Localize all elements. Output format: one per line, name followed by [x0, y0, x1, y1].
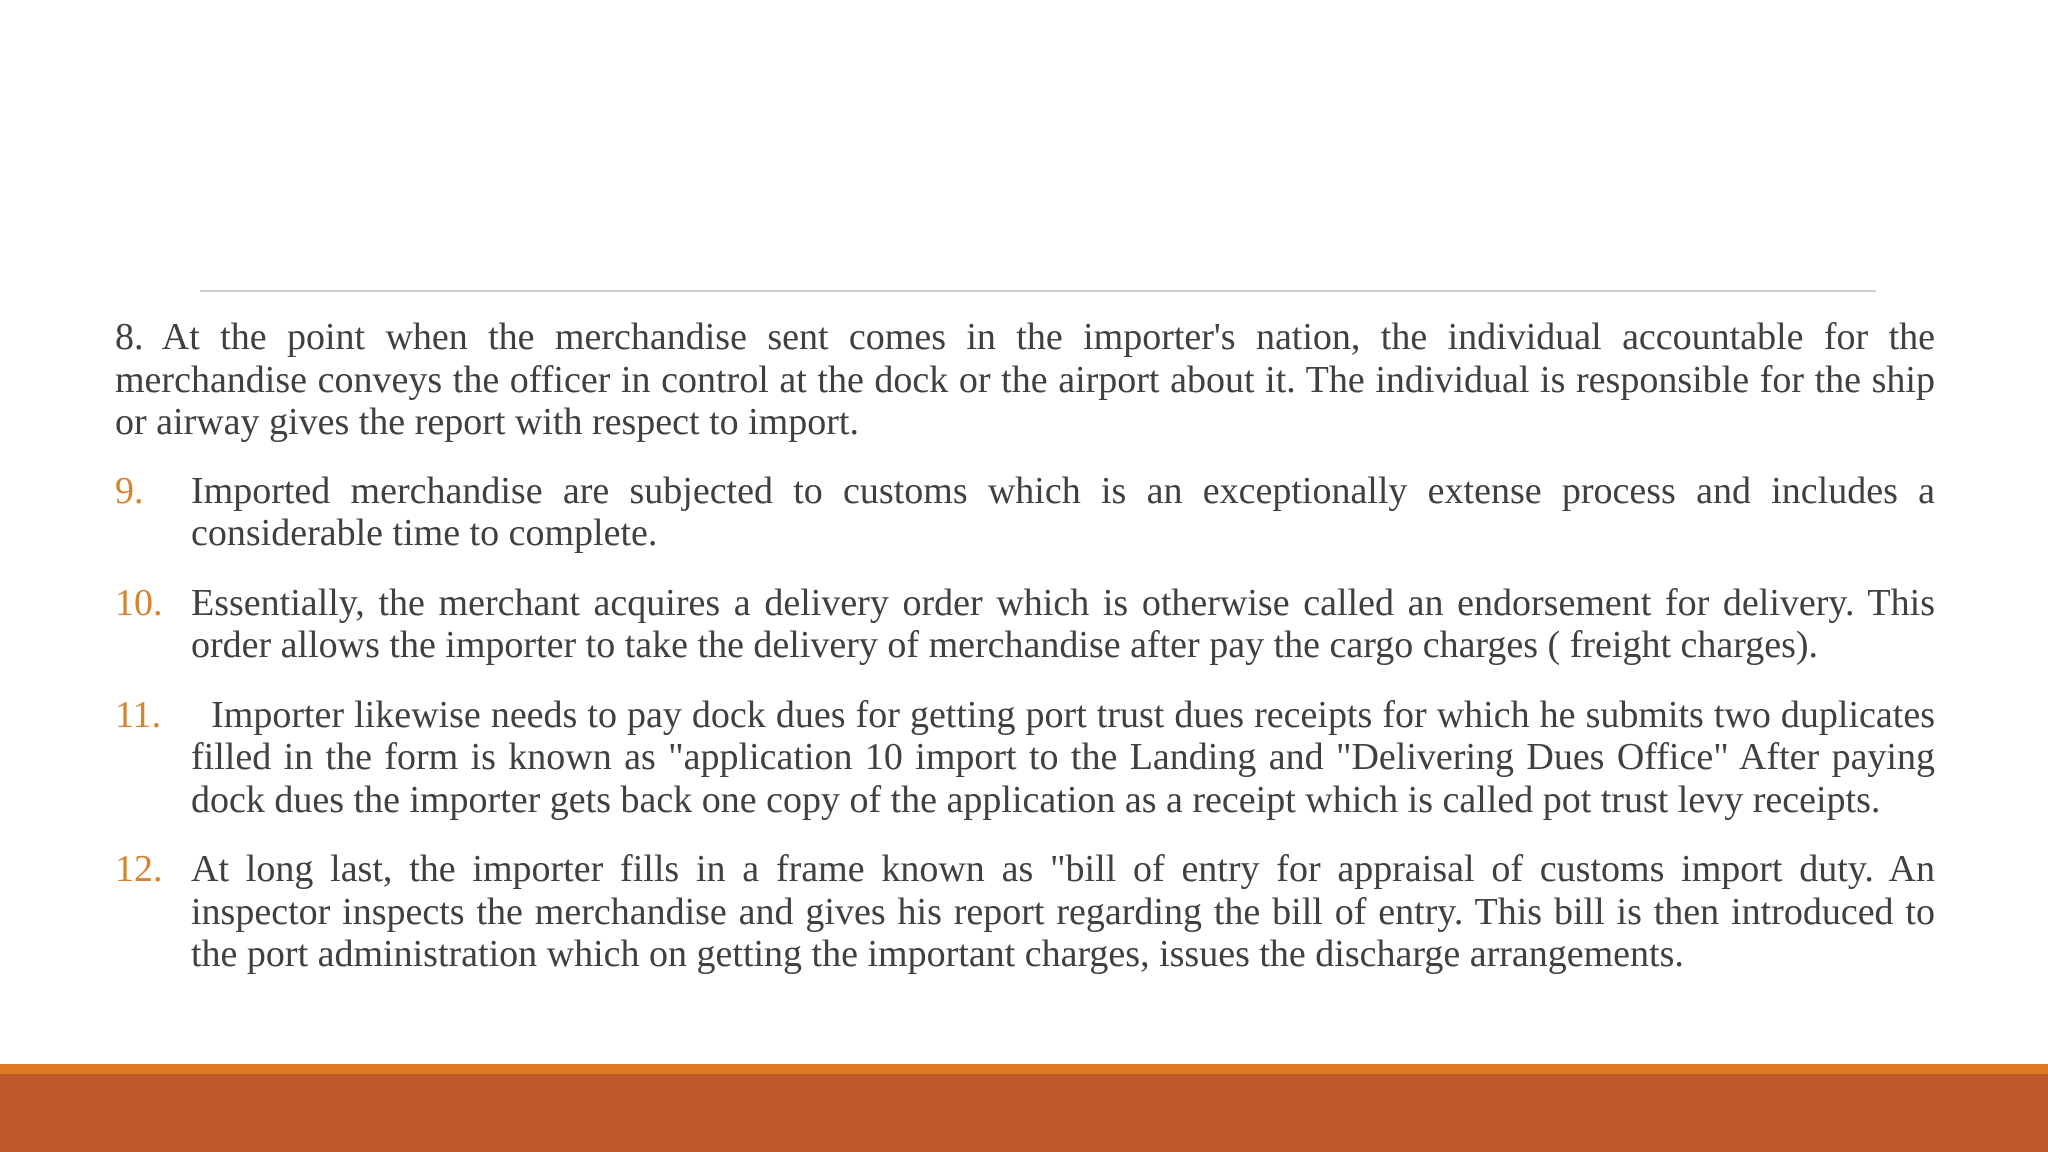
list-item-11 — [115, 694, 1935, 822]
footer-accent-stripe — [0, 1064, 2048, 1074]
list-number-12: 12. — [115, 848, 163, 890]
list-number-11: 11. — [115, 693, 162, 736]
list-text-9: Imported merchandise are subjected to customs which is an exceptionally extense process and includes a considerable time to complete. — [191, 469, 1935, 554]
list-item-9 — [115, 470, 1935, 555]
title-divider-line — [200, 290, 1876, 292]
slide-body — [115, 316, 1935, 1003]
list-number-9: 9. — [115, 469, 144, 512]
list-text-10: Essentially, the merchant acquires a delivery order which is otherwise called an endorsement for delivery. This order allows the importer to take the delivery of merchandise after pay the cargo charges ( freight charges). — [191, 581, 1935, 666]
list-number-10: 10. — [115, 581, 163, 624]
list-item-10 — [115, 582, 1935, 667]
list-text-12: At long last, the importer fills in a frame known as "bill of entry for appraisal of customs import duty. An inspector inspects the merchandise and gives his report regarding the bill of entry. This bill is then introduced to the port administration which on getting the important charges, issues the discharge arrangements. — [191, 848, 1935, 975]
list-item-12 — [115, 848, 1935, 976]
footer-band — [0, 1074, 2048, 1152]
list-text-11: Importer likewise needs to pay dock dues for getting port trust dues receipts for which he submits two duplicates filled in the form is known as "application 10 import to the Landing and "Delivering Dues Office" After paying dock dues the importer gets back one copy of the application as a receipt which is called pot trust levy receipts. — [191, 693, 1935, 821]
intro-paragraph: 8. At the point when the merchandise sent comes in the importer's nation, the individual accountable for the merchandise conveys the officer in control at the dock or the airport about it. The individual is responsible for the ship or airway gives the report with respect to import. — [115, 316, 1935, 443]
